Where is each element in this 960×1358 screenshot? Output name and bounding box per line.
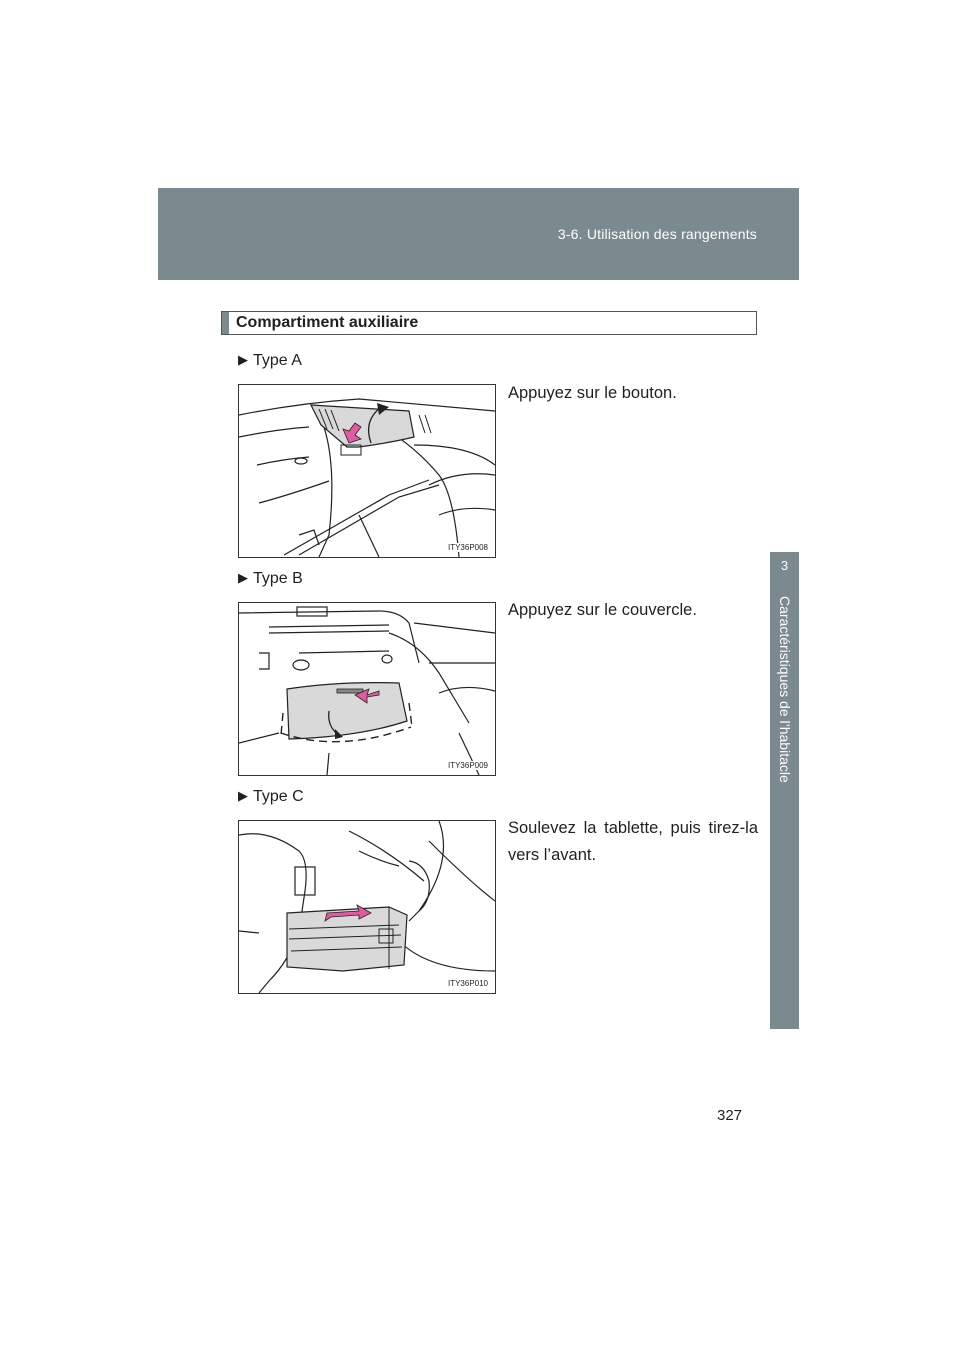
figure-code: ITY36P009 — [447, 761, 488, 770]
triangle-bullet-icon: ▶ — [238, 570, 248, 585]
type-c-instruction: Soulevez la tablette, puis tirez-la vers l’avant. — [508, 819, 758, 864]
type-c-text: Type C — [253, 788, 304, 805]
type-c-label — [238, 788, 304, 806]
dashboard-glovebox-drawing — [239, 385, 495, 557]
type-a-instruction: Appuyez sur le bouton. — [508, 384, 677, 402]
chapter-label: Caractéristiques de l’habitacle — [777, 596, 793, 783]
chapter-number: 3 — [780, 558, 789, 573]
triangle-bullet-icon: ▶ — [238, 788, 248, 803]
type-c-illustration — [238, 820, 496, 994]
header-band — [158, 188, 799, 280]
type-a-text: Type A — [253, 352, 302, 369]
section-title: Compartiment auxiliaire — [236, 314, 419, 331]
figure-code: ITY36P008 — [447, 543, 488, 552]
type-a-illustration — [238, 384, 496, 558]
figure-code: ITY36P010 — [447, 979, 488, 988]
triangle-bullet-icon: ▶ — [238, 352, 248, 367]
section-heading-bar — [222, 312, 229, 334]
type-b-text: Type B — [253, 570, 303, 587]
page-number: 327 — [717, 1107, 743, 1124]
dashboard-lid-drawing — [239, 603, 495, 775]
chapter-tab — [770, 552, 799, 1029]
section-heading — [221, 311, 757, 335]
type-b-instruction: Appuyez sur le couvercle. — [508, 601, 697, 619]
console-tray-drawing — [239, 821, 495, 993]
type-b-illustration — [238, 602, 496, 776]
running-header: 3-6. Utilisation des rangements — [557, 226, 757, 242]
type-b-label — [238, 570, 303, 588]
type-a-label — [238, 352, 302, 370]
